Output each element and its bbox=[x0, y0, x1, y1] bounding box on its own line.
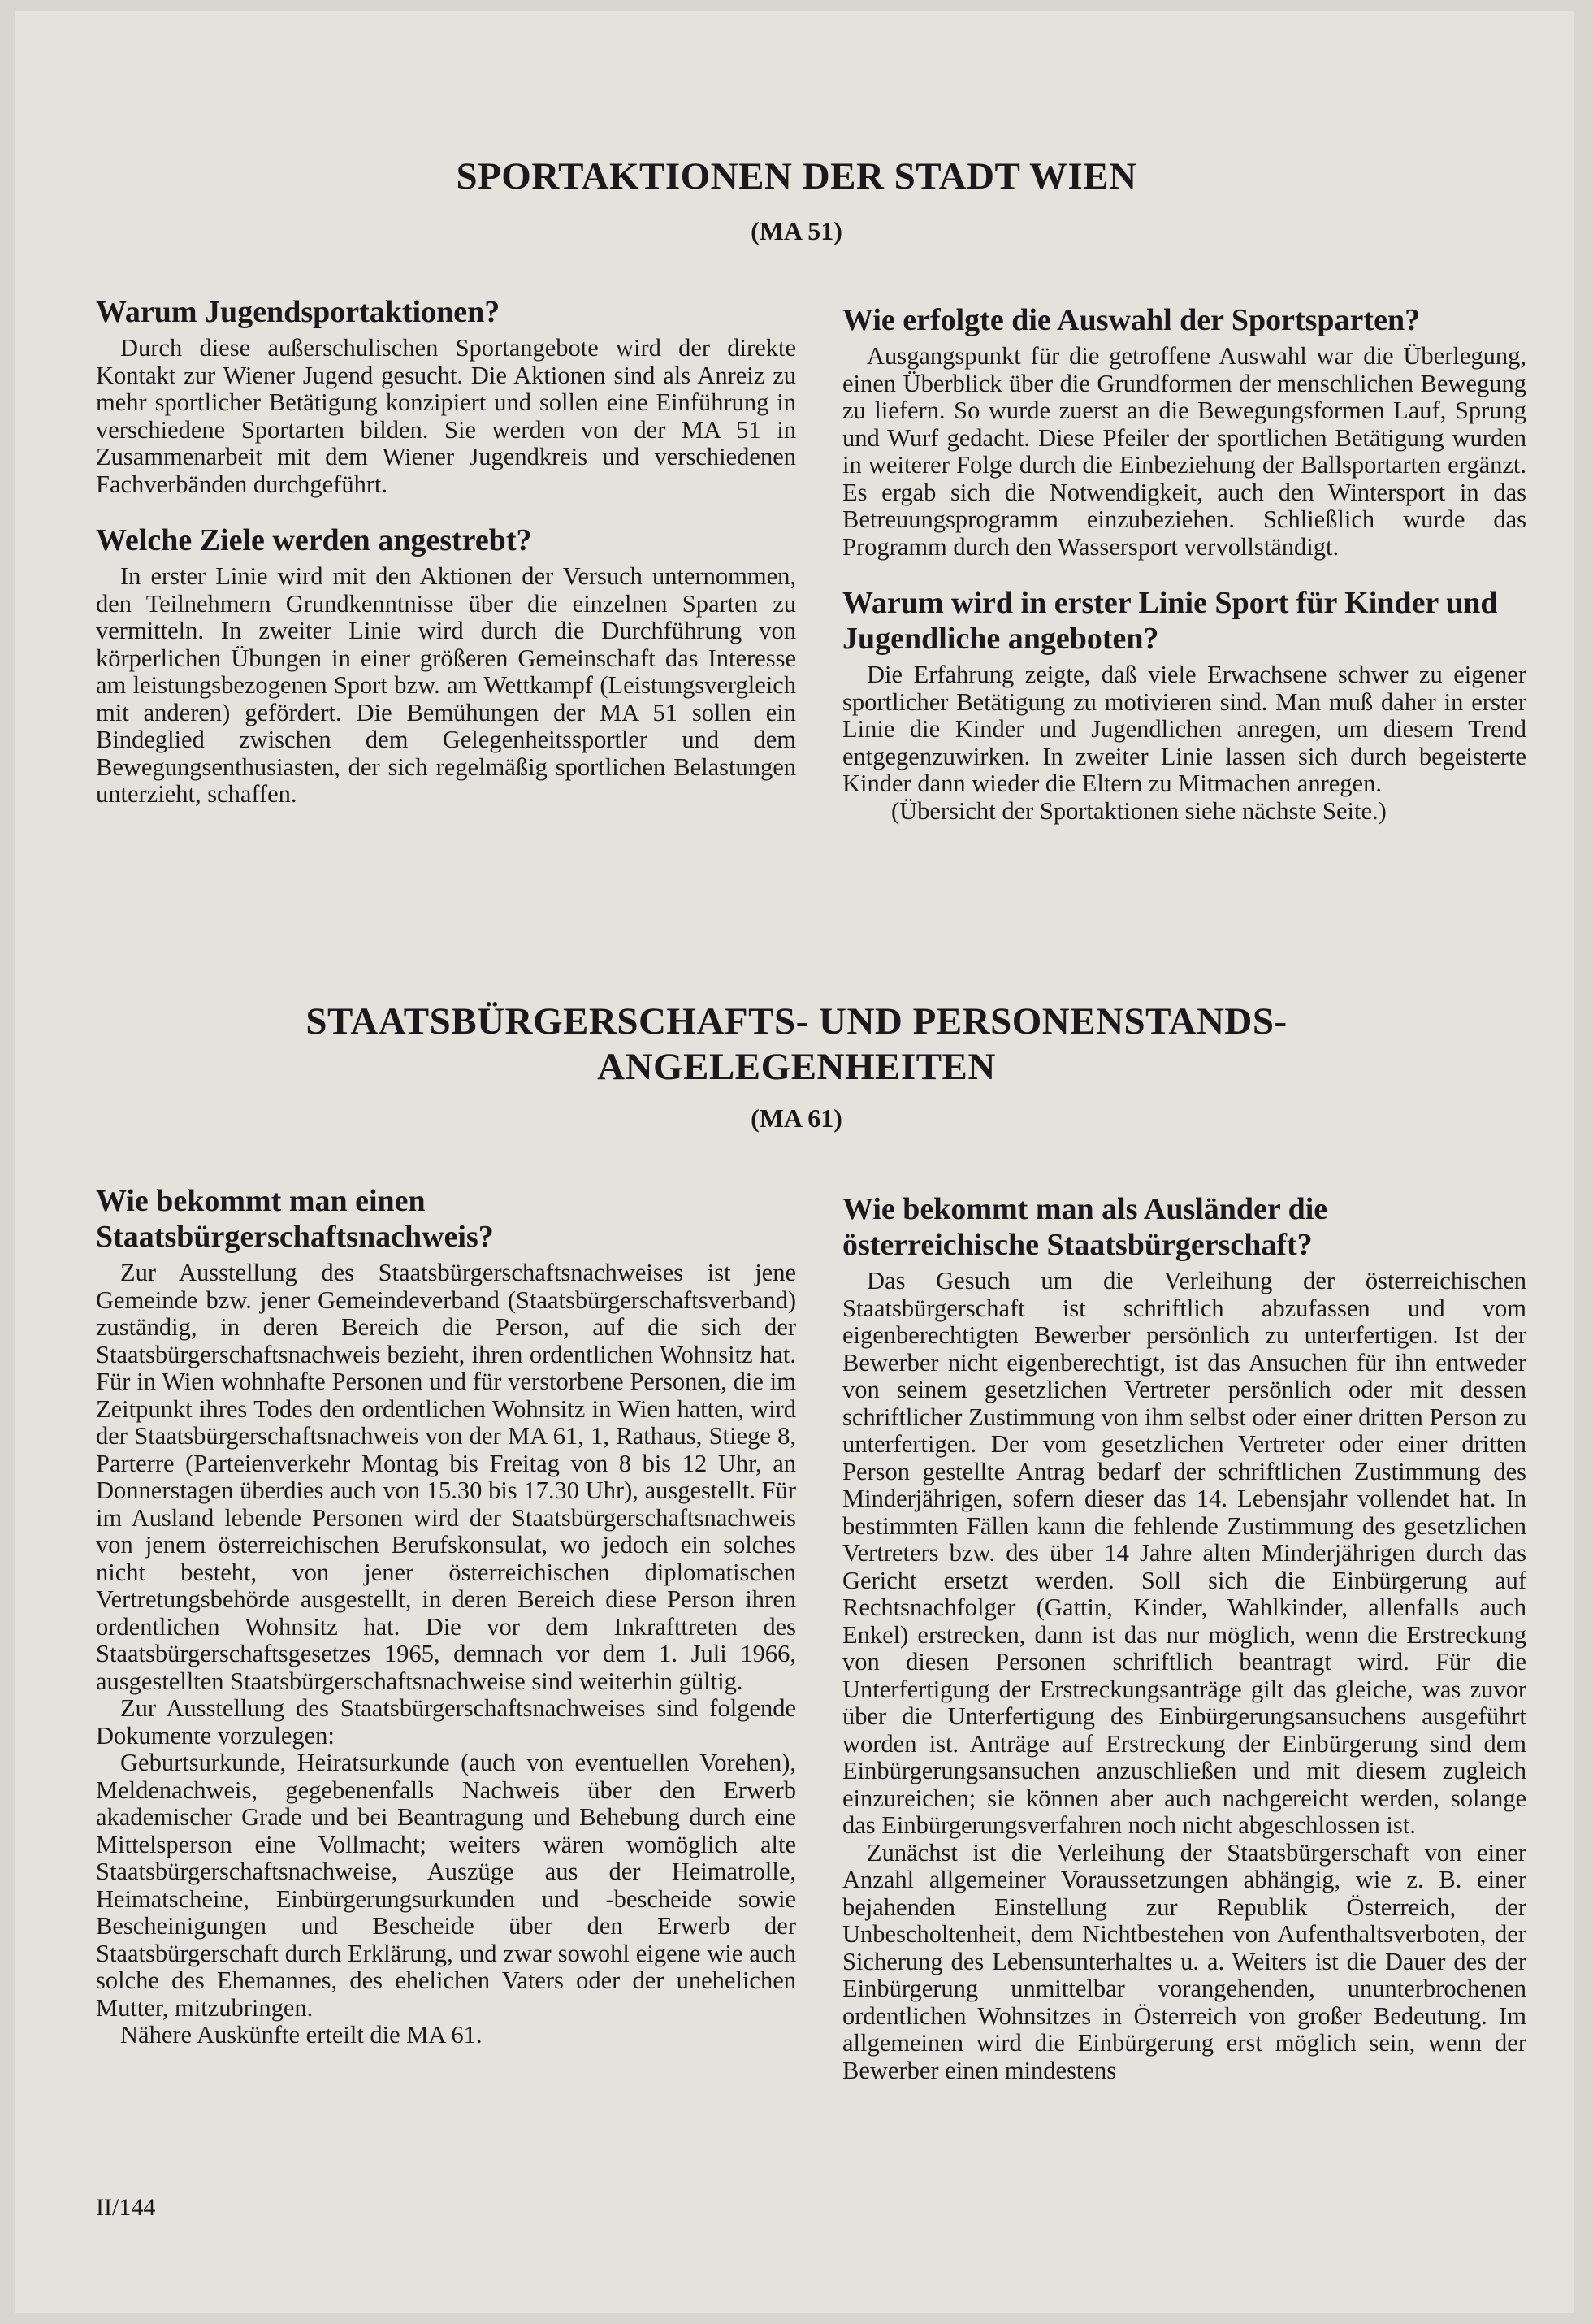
section2-title-line2: ANGELEGENHEITEN bbox=[597, 1046, 996, 1088]
section1-left-paragraph-1: Durch diese außerschulischen Sportangebote wird der direkte Kontakt zur Wiener Jugend gesucht. Die Aktionen sind als Anreiz zu mehr sportlicher Betätigung konzipiert und sollen eine Einführung in verschiedene Sportarten bilden. Sie werden von der MA 51 in Zusammenarbeit mit dem Wiener Jugendkreis und verschiedenen Fachverbänden durchgeführt. bbox=[96, 334, 796, 498]
section1-right-heading-2: Warum wird in erster Linie Sport für Kinder und Jugendliche angeboten? bbox=[842, 586, 1498, 656]
section1-right-note: (Übersicht der Sportaktionen siehe nächste Seite.) bbox=[891, 796, 1387, 825]
section2-right-paragraph-1: Das Gesuch um die Verleihung der österreichischen Staatsbürgerschaft ist schriftlich abzufassen und vom eigenberechtigten Bewerber persönlich zu unterfertigen. Ist der Bewerber nicht eigenberechtigt, ist das Ansuchen für ihn entweder von seinem gesetzlichen Vertreter persönlich oder mit dessen schriftlicher Zustimmung von ihm selbst oder einer dritten Person zu unterfertigen. Der vom gesetzlichen Vertreter oder einer dritten Person gestellte Antrag bedarf der schriftlichen Zustimmung des Minderjährigen, sofern dieser das 14. Lebensjahr vollendet hat. In bestimmten Fällen kann die fehlende Zustimmung des gesetzlichen Vertreters bzw. des über 14 Jahre alten Minderjährigen durch das Gericht ersetzt werden. Soll sich die Einbürgerung auf Rechtsnachfolger (Gattin, Kinder, Wahlkinder, allenfalls auch Enkel) erstrecken, dann ist das nur möglich, wenn die Erstreckung von diesen Personen schriftlich beantragt wird. Für die Unterfertigung der Erstreckungsanträge gilt das gleiche, was zuvor über die Unterfertigung des Einbürgerungsansuchens ausgeführt worden ist. Anträge auf Erstreckung der Einbürgerung sind dem Einbürgerungsansuchen anzuschließen und mit diesem zugleich einzureichen; sie können aber auch nachgereicht werden, solange das Einbürgerungsverfahren noch nicht abgeschlossen ist. bbox=[842, 1267, 1526, 1839]
section1-subtitle: (MA 51) bbox=[751, 216, 842, 245]
section2-left-paragraph-2: Zur Ausstellung des Staatsbürgerschaftsnachweises sind folgende Dokumente vorzulegen: bbox=[96, 1694, 796, 1750]
section2-right-heading: Wie bekommt man als Ausländer die österreichische Staatsbürgerschaft? bbox=[842, 1192, 1328, 1262]
section1-right-paragraph-2: Die Erfahrung zeigte, daß viele Erwachsene schwer zu eigener sportlicher Betätigung zu motivieren sind. Man muß daher in erster Linie die Kinder und Jugendlichen anregen, um diesem Trend entgegenzuwirken. In zweiter Linie lassen sich durch begeisterte Kinder dann wieder die Eltern zu Mitmachen anregen. bbox=[842, 661, 1526, 797]
section1-left-heading-1: Warum Jugendsportaktionen? bbox=[96, 295, 500, 329]
section1-left-column bbox=[96, 294, 796, 809]
section2-left-paragraph-4: Nähere Auskünfte erteilt die MA 61. bbox=[120, 2021, 483, 2049]
section2-left-heading: Wie bekommt man einen Staatsbürgerschaftsnachweis? bbox=[96, 1184, 494, 1254]
section2-left-paragraph-1: Zur Ausstellung des Staatsbürgerschaftsnachweises ist jene Gemeinde bzw. jener Gemeindeverband (Staatsbürgerschaftsverband) zuständig, in deren Bereich die Person, auf die sich der Staatsbürgerschaftsnachweis bezieht, ihren ordentlichen Wohnsitz hat. Für in Wien wohnhafte Personen und für verstorbene Personen, die im Zeitpunkt ihres Todes den ordentlichen Wohnsitz in Wien hatten, wird der Staatsbürgerschaftsnachweis von der MA 61, 1, Rathaus, Stiege 8, Parterre (Parteienverkehr Montag bis Freitag von 8 bis 12 Uhr, an Donnerstagen überdies auch von 15.30 bis 17.30 Uhr), ausgestellt. Für im Ausland lebende Personen wird der Staatsbürgerschaftsnachweis von jenem österreichischen Berufskonsulat, wo jedoch ein solches nicht besteht, von jener österreichischen diplomatischen Vertretungsbehörde ausgestellt, in deren Bereich diese Person ihren ordentlichen Wohnsitz hat. Die vor dem Inkrafttreten des Staatsbürgerschaftsgesetzes 1965, demnach vor dem 1. Juli 1966, ausgestellten Staatsbürgerschaftsnachweise sind weiterhin gültig. bbox=[96, 1259, 796, 1695]
section1-left-paragraph-2: In erster Linie wird mit den Aktionen der Versuch unternommen, den Teilnehmern Grundkenntnisse über die einzelnen Sparten zu vermitteln. In zweiter Linie wird durch die Durchführung von körperlichen Übungen in einer größeren Gemeinschaft das Interesse am leistungsbezogenen Sport bzw. am Wettkampf (Leistungsvergleich mit anderen) gefördert. Die Bemühungen der MA 51 sollen ein Bindeglied zwischen dem Gelegenheitssportler und dem Bewegungsenthusiasten, der sich regelmäßig sportlichen Belastungen unterzieht, schaffen. bbox=[96, 562, 796, 808]
section2-right-column bbox=[842, 1191, 1526, 2084]
page-number: II/144 bbox=[96, 2194, 156, 2221]
section2-left-column bbox=[96, 1183, 796, 2049]
section2-right-paragraph-2: Zunächst ist die Verleihung der Staatsbürgerschaft von einer Anzahl allgemeiner Voraussetzungen abhängig, wie z. B. einer bejahenden Einstellung zur Republik Österreich, der Unbescholtenheit, dem Nichtbestehen von Aufenthaltsverboten, der Sicherung des Lebensunterhaltes u. a. Weiters ist die Dauer des der Einbürgerung unmittelbar vorangehenden, ununterbrochenen ordentlichen Wohnsitzes in Österreich von großer Bedeutung. Im allgemeinen wird die Einbürgerung erst möglich sein, wenn der Bewerber einen mindestens bbox=[842, 1838, 1526, 2084]
section1-title: SPORTAKTIONEN DER STADT WIEN bbox=[456, 155, 1137, 197]
section1-right-heading-1: Wie erfolgte die Auswahl der Sportsparten? bbox=[842, 303, 1421, 337]
section2-subtitle: (MA 61) bbox=[751, 1103, 842, 1133]
section1-right-paragraph-1: Ausgangspunkt für die getroffene Auswahl war die Überlegung, einen Überblick über die Grundformen der menschlichen Bewegung zu liefern. So wurde zuerst an die Bewegungsformen Lauf, Sprung und Wurf gedacht. Diese Pfeiler der sportlichen Betätigung wurden in weiterer Folge durch die Einbeziehung der Ballsportarten ergänzt. Es ergab sich die Notwendigkeit, auch den Wintersport in das Betreuungsprogramm einzubeziehen. Schließlich wurde das Programm durch den Wassersport vervollständigt. bbox=[842, 342, 1526, 561]
section2-title-line1: STAATSBÜRGERSCHAFTS- UND PERSONENSTANDS- bbox=[305, 1000, 1288, 1043]
section1-right-column bbox=[842, 302, 1526, 825]
section2-left-paragraph-3: Geburtsurkunde, Heiratsurkunde (auch von eventuellen Vorehen), Meldenachweis, gegebenenfalls Nachweis über den Erwerb akademischer Grade und bei Beantragung und Behebung durch eine Mittelsperson eine Vollmacht; weiters wären womöglich alte Staatsbürgerschaftsnachweise, Auszüge aus der Heimatrolle, Heimatscheine, Einbürgerungsurkunden und -bescheide sowie Bescheinigungen und Bescheide über den Erwerb der Staatsbürgerschaft durch Erklärung, und zwar sowohl eigene wie auch solche des Ehemannes, des ehelichen Vaters oder der unehelichen Mutter, mitzubringen. bbox=[96, 1749, 796, 2022]
section1-left-heading-2: Welche Ziele werden angestrebt? bbox=[96, 523, 532, 557]
